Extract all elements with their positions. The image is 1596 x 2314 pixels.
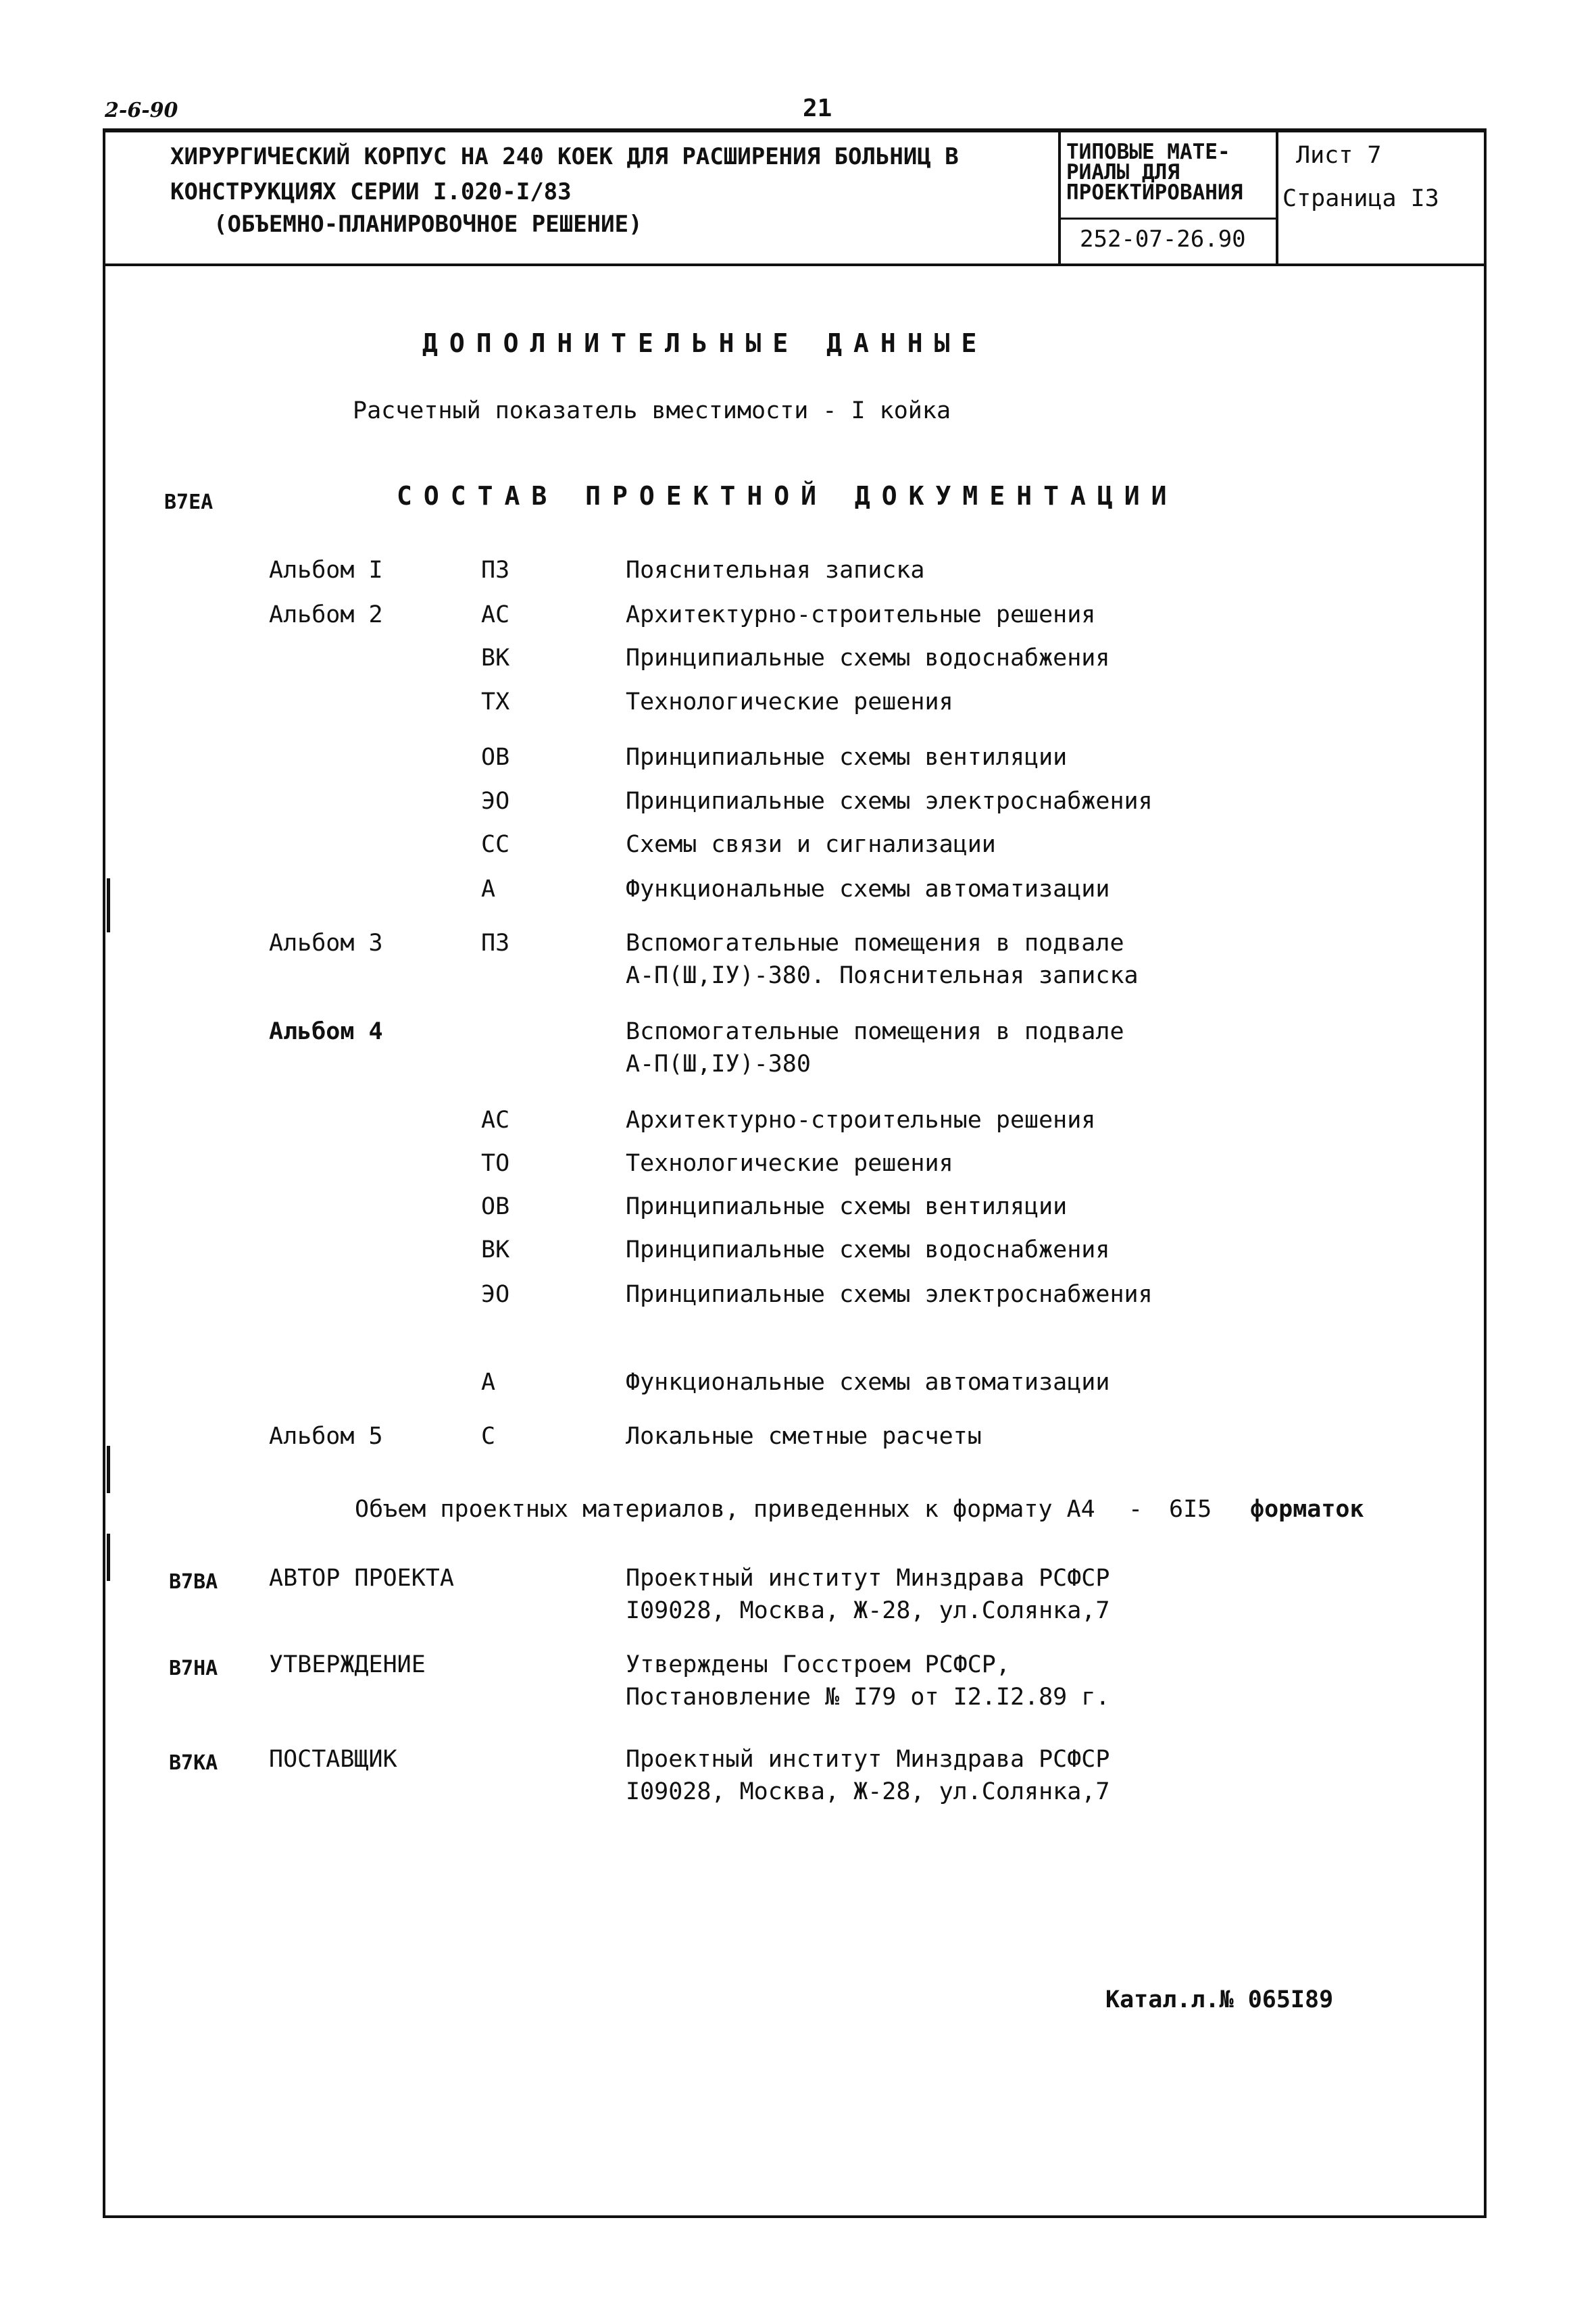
doc-description: Принципиальные схемы вентиляции <box>626 1193 1068 1220</box>
doc-code: АС <box>481 1107 510 1134</box>
doc-description: Локальные сметные расчеты <box>626 1423 982 1450</box>
project-title-line-2: КОНСТРУКЦИЯХ СЕРИИ I.020-I/83 <box>170 178 572 205</box>
doc-description: Технологические решения <box>626 1150 953 1177</box>
doc-code: СС <box>481 831 510 858</box>
doc-description: Архитектурно-строительные решения <box>626 601 1096 628</box>
doc-code: С <box>481 1423 496 1450</box>
author-line-2: I09028, Москва, Ж-28, ул.Солянка,7 <box>626 1597 1110 1624</box>
materials-type-line-3: ПРОЕКТИРОВАНИЯ <box>1066 180 1243 205</box>
doc-number-rule <box>1058 218 1276 220</box>
doc-description: Вспомогательные помещения в подвале <box>626 1018 1124 1045</box>
doc-code: ТХ <box>481 688 510 715</box>
doc-description: Вспомогательные помещения в подвале <box>626 930 1124 957</box>
volume-text: Объем проектных материалов, приведенных к формату А4 <box>355 1496 1095 1523</box>
doc-code: ОВ <box>481 1193 510 1220</box>
top-rule <box>103 130 1487 132</box>
doc-description: Принципиальные схемы электроснабжения <box>626 788 1153 815</box>
capacity-indicator: Расчетный показатель вместимости - I койка <box>353 397 951 424</box>
doc-description: Функциональные схемы автоматизации <box>626 1369 1110 1396</box>
doc-code: А <box>481 876 496 903</box>
album-label: Альбом 2 <box>269 601 383 628</box>
scan-mark-left-2 <box>107 1446 110 1493</box>
project-title-line-1: ХИРУРГИЧЕСКИЙ КОРПУС НА 240 КОЕК ДЛЯ РАСШИРЕНИЯ БОЛЬНИЦ В <box>170 143 959 170</box>
author-label: АВТОР ПРОЕКТА <box>269 1565 454 1592</box>
doc-code: ВК <box>481 645 510 672</box>
doc-description: Пояснительная записка <box>626 557 925 584</box>
scan-mark-left-3 <box>107 1534 110 1581</box>
doc-code: А <box>481 1369 496 1396</box>
approval-code: В7НА <box>169 1657 218 1680</box>
volume-unit: форматок <box>1250 1496 1364 1523</box>
project-title-line-3: (ОБЪЕМНО-ПЛАНИРОВОЧНОЕ РЕШЕНИЕ) <box>214 211 643 238</box>
approval-line-2: Постановление № I79 от I2.I2.89 г. <box>626 1684 1110 1711</box>
catalog-number: Катал.л.№ 065I89 <box>1105 1986 1334 2013</box>
doc-code: ВК <box>481 1236 510 1263</box>
volume-count: 6I5 <box>1169 1496 1212 1523</box>
doc-description: Архитектурно-строительные решения <box>626 1107 1096 1134</box>
doc-description: Принципиальные схемы водоснабжения <box>626 645 1110 672</box>
materials-type-line-2: РИАЛЫ ДЛЯ <box>1066 160 1180 184</box>
doc-code: ЭО <box>481 1281 510 1308</box>
header-divider-2 <box>1276 128 1278 263</box>
doc-description: А-П(Ш,IУ)-380 <box>626 1051 811 1078</box>
header-divider-1 <box>1058 128 1061 263</box>
sheet-label: Лист 7 <box>1296 142 1382 169</box>
doc-description: Принципиальные схемы вентиляции <box>626 744 1068 771</box>
page-number: 21 <box>803 95 832 122</box>
doc-description: Схемы связи и сигнализации <box>626 831 996 858</box>
album-label: Альбом 3 <box>269 930 383 957</box>
album-label: Альбом 4 <box>269 1018 383 1045</box>
doc-description: Принципиальные схемы электроснабжения <box>626 1281 1153 1308</box>
section-code: В7ЕА <box>164 491 214 514</box>
doc-code: АС <box>481 601 510 628</box>
album-label: Альбом I <box>269 557 383 584</box>
supplier-code: В7КА <box>169 1751 218 1775</box>
doc-code: ТО <box>481 1150 510 1177</box>
supplier-line-1: Проектный институт Минздрава РСФСР <box>626 1746 1110 1773</box>
album-label: Альбом 5 <box>269 1423 383 1450</box>
supplier-line-2: I09028, Москва, Ж-28, ул.Солянка,7 <box>626 1778 1110 1805</box>
doc-code: ПЗ <box>481 930 510 957</box>
doc-code: ПЗ <box>481 557 510 584</box>
author-line-1: Проектный институт Минздрава РСФСР <box>626 1565 1110 1592</box>
page-label: Страница I3 <box>1282 185 1439 212</box>
supplier-label: ПОСТАВЩИК <box>269 1746 397 1773</box>
doc-description: Функциональные схемы автоматизации <box>626 876 1110 903</box>
doc-description: А-П(Ш,IУ)-380. Пояснительная записка <box>626 962 1139 989</box>
scan-mark-left-1 <box>107 878 110 932</box>
document-code: 2-6-90 <box>105 99 178 122</box>
doc-code: ОВ <box>481 744 510 771</box>
section-additional-data-title: ДОПОЛНИТЕЛЬНЫЕ ДАННЫЕ <box>422 328 989 358</box>
doc-description: Технологические решения <box>626 688 953 715</box>
volume-dash: - <box>1128 1496 1143 1523</box>
section-documentation-title: СОСТАВ ПРОЕКТНОЙ ДОКУМЕНТАЦИИ <box>397 481 1178 511</box>
doc-description: Принципиальные схемы водоснабжения <box>626 1236 1110 1263</box>
author-code: В7ВА <box>169 1570 218 1594</box>
doc-number: 252-07-26.90 <box>1080 226 1246 253</box>
approval-label: УТВЕРЖДЕНИЕ <box>269 1651 426 1678</box>
header-bottom-rule <box>103 263 1487 266</box>
doc-code: ЭО <box>481 788 510 815</box>
approval-line-1: Утверждены Госстроем РСФСР, <box>626 1651 1010 1678</box>
materials-type-line-1: ТИПОВЫЕ МАТЕ- <box>1066 140 1230 164</box>
